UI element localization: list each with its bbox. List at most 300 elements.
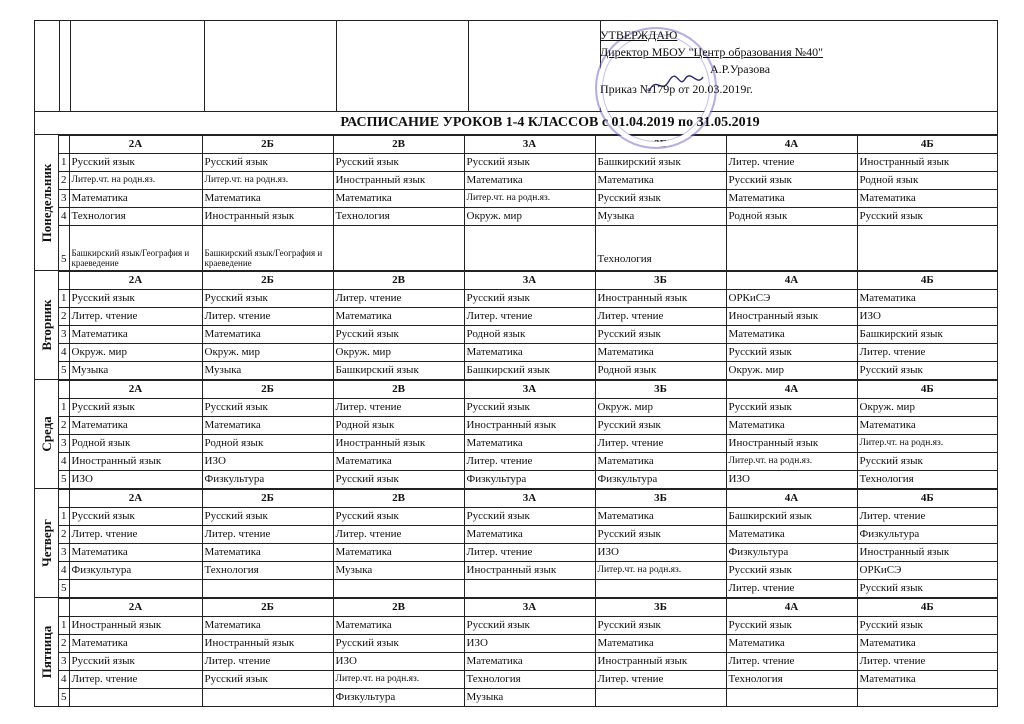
lesson-number: 1 [59,399,69,417]
class-header: 2В [333,490,464,508]
lesson-cell: Русский язык [464,399,595,417]
lesson-cell: Литер. чтение [726,653,857,671]
lesson-cell: Родной язык [69,435,202,453]
lesson-number: 5 [59,689,69,707]
day-schedule-table [59,380,997,488]
lesson-cell: Технология [595,226,726,271]
lesson-cell [464,226,595,271]
lesson-cell: Физкультура [595,471,726,489]
header-grid-cell [35,21,60,111]
lesson-cell: Иностранный язык [202,208,333,226]
class-header: 4Б [857,381,997,399]
lesson-cell: Родной язык [595,362,726,380]
lesson-cell: Математика [202,417,333,435]
lesson-cell: Литер. чтение [726,154,857,172]
header-grid-cell [469,21,601,111]
day-name [35,489,59,597]
lesson-row [59,362,997,380]
lesson-cell: Литер. чтение [464,544,595,562]
lesson-number: 4 [59,671,69,689]
class-header: 3Б [595,136,726,154]
lesson-cell: Окруж. мир [726,362,857,380]
class-header: 3А [464,136,595,154]
lesson-cell: Литер.чт. на родн.яз. [857,435,997,453]
lesson-cell: Литер. чтение [202,653,333,671]
lesson-row [59,471,997,489]
lesson-cell: Математика [333,544,464,562]
class-header: 2В [333,599,464,617]
lesson-cell: Литер. чтение [595,671,726,689]
lesson-cell: Иностранный язык [464,417,595,435]
lesson-cell: Русский язык [595,326,726,344]
lesson-cell: Русский язык [333,635,464,653]
lesson-cell: Русский язык [464,290,595,308]
class-header: 2Б [202,381,333,399]
lesson-number: 2 [59,417,69,435]
lesson-cell: ИЗО [69,471,202,489]
lesson-row [59,344,997,362]
lesson-cell: Технология [69,208,202,226]
lesson-cell: Литер. чтение [202,308,333,326]
header-blank-cell [59,272,69,290]
lesson-cell: Математика [857,190,997,208]
header-blank-cell [59,599,69,617]
lesson-cell: ИЗО [595,544,726,562]
lesson-number: 3 [59,435,69,453]
lesson-cell: Русский язык [202,508,333,526]
lesson-cell: Иностранный язык [333,435,464,453]
lesson-cell: Окруж. мир [333,344,464,362]
schedule-title: РАСПИСАНИЕ УРОКОВ 1-4 КЛАССОВ с 01.04.2019 по 31.05.2019 [35,112,997,135]
lesson-cell: Физкультура [726,544,857,562]
class-header: 2Б [202,599,333,617]
lesson-cell: Русский язык [69,290,202,308]
lesson-cell: Математика [595,344,726,362]
lesson-cell: Иностранный язык [595,290,726,308]
lesson-cell: Физкультура [857,526,997,544]
lesson-cell: Технология [726,671,857,689]
day-name-label: Среда [38,416,54,452]
lesson-cell: Литер. чтение [333,290,464,308]
lesson-cell: Русский язык [464,508,595,526]
lesson-cell: Литер.чт. на родн.яз. [202,172,333,190]
class-header: 3А [464,599,595,617]
class-header-row [59,381,997,399]
lesson-cell: Литер. чтение [202,526,333,544]
class-header: 2Б [202,490,333,508]
lesson-cell: Физкультура [202,471,333,489]
lesson-cell: ИЗО [726,471,857,489]
class-header: 3Б [595,490,726,508]
lesson-cell: Русский язык [202,399,333,417]
class-header: 3Б [595,599,726,617]
lesson-cell: ИЗО [464,635,595,653]
lesson-row [59,580,997,598]
lesson-cell: Математика [333,617,464,635]
approval-block [600,27,990,98]
lesson-cell: Литер. чтение [857,344,997,362]
lesson-number: 5 [59,580,69,598]
lesson-cell: Литер. чтение [857,508,997,526]
lesson-number: 4 [59,453,69,471]
lesson-cell: Иностранный язык [857,154,997,172]
lesson-cell: Математика [857,290,997,308]
lesson-cell: Математика [726,417,857,435]
lesson-cell: Башкирский язык [726,508,857,526]
lesson-cell [857,689,997,707]
lesson-cell: Литер. чтение [69,526,202,544]
lesson-row [59,435,997,453]
lesson-cell: Русский язык [69,508,202,526]
lesson-cell: Математика [464,172,595,190]
day-block [35,598,997,706]
lesson-cell: Математика [69,544,202,562]
lesson-cell: Русский язык [333,154,464,172]
lesson-cell: Башкирский язык [595,154,726,172]
header-grid-cell [337,21,469,111]
lesson-cell: Литер. чтение [69,671,202,689]
lesson-cell [333,580,464,598]
lesson-cell: Математика [595,172,726,190]
days-container [35,135,997,706]
lesson-cell [69,580,202,598]
lesson-row [59,653,997,671]
lesson-cell: Математика [333,190,464,208]
lesson-cell: Музыка [69,362,202,380]
class-header: 2А [69,490,202,508]
lesson-cell [595,689,726,707]
class-header: 2Б [202,272,333,290]
lesson-number: 3 [59,544,69,562]
class-header: 4Б [857,599,997,617]
lesson-cell: Технология [333,208,464,226]
lesson-cell: Физкультура [333,689,464,707]
lesson-number: 4 [59,562,69,580]
lesson-cell: Математика [857,671,997,689]
lesson-cell: Музыка [333,562,464,580]
lesson-cell: Математика [69,326,202,344]
lesson-cell: Русский язык [595,526,726,544]
class-header: 4А [726,136,857,154]
day-schedule-table [59,489,997,597]
class-header: 2В [333,136,464,154]
class-header: 4А [726,381,857,399]
header-blank-cell [59,136,69,154]
lesson-row [59,671,997,689]
class-header-row [59,599,997,617]
lesson-cell: Башкирский язык/География и краеведение [69,226,202,271]
lesson-cell: Русский язык [333,508,464,526]
lesson-cell: Русский язык [333,471,464,489]
lesson-row [59,399,997,417]
lesson-cell: Литер.чт. на родн.яз. [595,562,726,580]
lesson-number: 1 [59,508,69,526]
lesson-cell: Окруж. мир [464,208,595,226]
class-header: 2А [69,272,202,290]
approval-signer: А.Р.Уразова [710,62,771,76]
lesson-cell: Иностранный язык [726,308,857,326]
lesson-cell: Литер. чтение [464,308,595,326]
lesson-cell: Иностранный язык [69,453,202,471]
lesson-cell: Иностранный язык [464,562,595,580]
lesson-cell: Технология [202,562,333,580]
lesson-cell: Математика [69,417,202,435]
approval-heading: УТВЕРЖДАЮ [600,28,678,42]
lesson-number: 3 [59,653,69,671]
lesson-cell: Русский язык [69,154,202,172]
day-name [35,271,59,379]
day-block [35,135,997,271]
day-name [35,135,59,270]
lesson-cell: ОРКиСЭ [857,562,997,580]
lesson-cell: Математика [857,635,997,653]
lesson-cell: Математика [726,326,857,344]
header-blank-cell [59,381,69,399]
lesson-cell [857,226,997,271]
lesson-cell: Русский язык [857,580,997,598]
lesson-cell: Музыка [595,208,726,226]
lesson-cell: Башкирский язык [333,362,464,380]
day-name-label: Четверг [38,519,54,567]
lesson-cell: Русский язык [202,290,333,308]
day-schedule-table [59,135,997,270]
lesson-cell: Математика [464,526,595,544]
lesson-number: 2 [59,635,69,653]
header-blank-cell [59,490,69,508]
lesson-cell: Родной язык [333,417,464,435]
header-grid-cell [71,21,205,111]
class-header: 2А [69,136,202,154]
lesson-row [59,617,997,635]
lesson-cell: Математика [726,635,857,653]
lesson-cell: Родной язык [202,435,333,453]
lesson-cell: Русский язык [69,653,202,671]
lesson-cell: Технология [464,671,595,689]
lesson-cell: Русский язык [857,617,997,635]
lesson-number: 1 [59,290,69,308]
day-block [35,271,997,380]
class-header: 3Б [595,381,726,399]
lesson-number: 2 [59,172,69,190]
lesson-cell: Литер. чтение [857,653,997,671]
lesson-cell: Физкультура [69,562,202,580]
class-header: 2В [333,381,464,399]
lesson-cell: Иностранный язык [333,172,464,190]
lesson-cell: Литер.чт. на родн.яз. [69,172,202,190]
lesson-cell: Окруж. мир [69,344,202,362]
lesson-number: 4 [59,344,69,362]
lesson-cell: Математика [464,344,595,362]
lesson-cell: Математика [333,453,464,471]
lesson-number: 5 [59,362,69,380]
lesson-row [59,544,997,562]
lesson-cell: Русский язык [726,562,857,580]
class-header: 2А [69,381,202,399]
lesson-cell: Иностранный язык [726,435,857,453]
lesson-cell: Литер.чт. на родн.яз. [333,671,464,689]
lesson-cell: Русский язык [333,326,464,344]
lesson-cell: Музыка [202,362,333,380]
lesson-cell: Литер.чт. на родн.яз. [464,190,595,208]
lesson-cell: Математика [69,635,202,653]
class-header: 3А [464,490,595,508]
lesson-cell: Иностранный язык [595,653,726,671]
lesson-row [59,526,997,544]
lesson-cell: Технология [857,471,997,489]
day-block [35,489,997,598]
lesson-cell: Башкирский язык [857,326,997,344]
lesson-row [59,208,997,226]
lesson-cell: Родной язык [857,172,997,190]
lesson-cell: Русский язык [69,399,202,417]
lesson-row [59,308,997,326]
day-name-label: Пятница [38,625,54,679]
day-name-label: Вторник [38,299,54,351]
lesson-cell: Литер. чтение [595,435,726,453]
lesson-cell: Русский язык [726,617,857,635]
class-header-row [59,136,997,154]
schedule-sheet [34,20,998,707]
lesson-cell: Русский язык [726,344,857,362]
lesson-row [59,172,997,190]
lesson-cell [726,689,857,707]
lesson-cell: Русский язык [595,617,726,635]
lesson-cell [595,580,726,598]
lesson-row [59,290,997,308]
lesson-cell: Литер. чтение [333,399,464,417]
lesson-cell [333,226,464,271]
class-header: 3Б [595,272,726,290]
lesson-cell: Башкирский язык [464,362,595,380]
lesson-cell: ИЗО [857,308,997,326]
lesson-cell: Русский язык [464,617,595,635]
class-header: 4Б [857,490,997,508]
lesson-number: 3 [59,326,69,344]
class-header-row [59,490,997,508]
lesson-row [59,562,997,580]
lesson-cell [464,580,595,598]
class-header: 4А [726,272,857,290]
class-header: 3А [464,272,595,290]
lesson-cell: ИЗО [202,453,333,471]
lesson-cell: Математика [202,326,333,344]
lesson-cell: Математика [726,190,857,208]
lesson-cell: Математика [464,435,595,453]
day-name [35,380,59,488]
day-name-label: Понедельник [38,163,54,242]
lesson-cell: Математика [726,526,857,544]
header-grid-cell [60,21,71,111]
lesson-cell: Русский язык [857,453,997,471]
class-header: 4Б [857,136,997,154]
approval-position: Директор МБОУ "Центр образования №40" [600,45,824,59]
day-schedule-table [59,271,997,379]
class-header: 4А [726,599,857,617]
lesson-number: 1 [59,154,69,172]
lesson-cell: Литер. чтение [69,308,202,326]
lesson-cell: Русский язык [595,190,726,208]
lesson-row [59,226,997,271]
lesson-cell: Окруж. мир [202,344,333,362]
lesson-cell: Литер. чтение [595,308,726,326]
lesson-row [59,326,997,344]
lesson-cell [726,226,857,271]
lesson-cell: Иностранный язык [857,544,997,562]
class-header: 4А [726,490,857,508]
lesson-number: 2 [59,526,69,544]
lesson-cell: Русский язык [726,399,857,417]
lesson-cell: Литер. чтение [464,453,595,471]
lesson-cell: Математика [202,544,333,562]
lesson-cell: Литер. чтение [726,580,857,598]
lesson-cell: Русский язык [202,154,333,172]
lesson-number: 5 [59,226,69,271]
lesson-cell: Русский язык [857,362,997,380]
class-header: 2Б [202,136,333,154]
lesson-row [59,190,997,208]
class-header: 3А [464,381,595,399]
lesson-cell: Математика [69,190,202,208]
day-name [35,598,59,706]
document-header [35,21,997,112]
lesson-cell: Русский язык [202,671,333,689]
lesson-cell: Математика [857,417,997,435]
lesson-cell: Иностранный язык [69,617,202,635]
lesson-cell: Литер.чт. на родн.яз. [726,453,857,471]
lesson-cell: Русский язык [726,172,857,190]
class-header-row [59,272,997,290]
lesson-cell: Иностранный язык [202,635,333,653]
lesson-row [59,453,997,471]
lesson-row [59,154,997,172]
lesson-cell: Музыка [464,689,595,707]
lesson-cell: Родной язык [464,326,595,344]
lesson-cell: Математика [202,617,333,635]
lesson-cell: Математика [333,308,464,326]
lesson-cell: Математика [595,635,726,653]
lesson-cell: ОРКиСЭ [726,290,857,308]
lesson-number: 3 [59,190,69,208]
class-header: 2А [69,599,202,617]
lesson-cell: Литер. чтение [333,526,464,544]
lesson-cell: ИЗО [333,653,464,671]
lesson-cell: Родной язык [726,208,857,226]
day-block [35,380,997,489]
day-schedule-table [59,598,997,706]
lesson-cell: Русский язык [857,208,997,226]
lesson-cell: Математика [202,190,333,208]
lesson-cell: Математика [595,508,726,526]
lesson-cell: Окруж. мир [857,399,997,417]
lesson-row [59,508,997,526]
lesson-cell: Окруж. мир [595,399,726,417]
lesson-cell: Русский язык [464,154,595,172]
lesson-cell [69,689,202,707]
lesson-number: 5 [59,471,69,489]
lesson-number: 1 [59,617,69,635]
lesson-cell: Физкультура [464,471,595,489]
lesson-number: 4 [59,208,69,226]
class-header: 4Б [857,272,997,290]
approval-order: Приказ №179р от 20.03.2019г. [600,82,753,96]
class-header: 2В [333,272,464,290]
lesson-cell: Математика [464,653,595,671]
lesson-cell [202,689,333,707]
lesson-cell [202,580,333,598]
lesson-cell: Математика [595,453,726,471]
lesson-row [59,689,997,707]
lesson-cell: Русский язык [595,417,726,435]
